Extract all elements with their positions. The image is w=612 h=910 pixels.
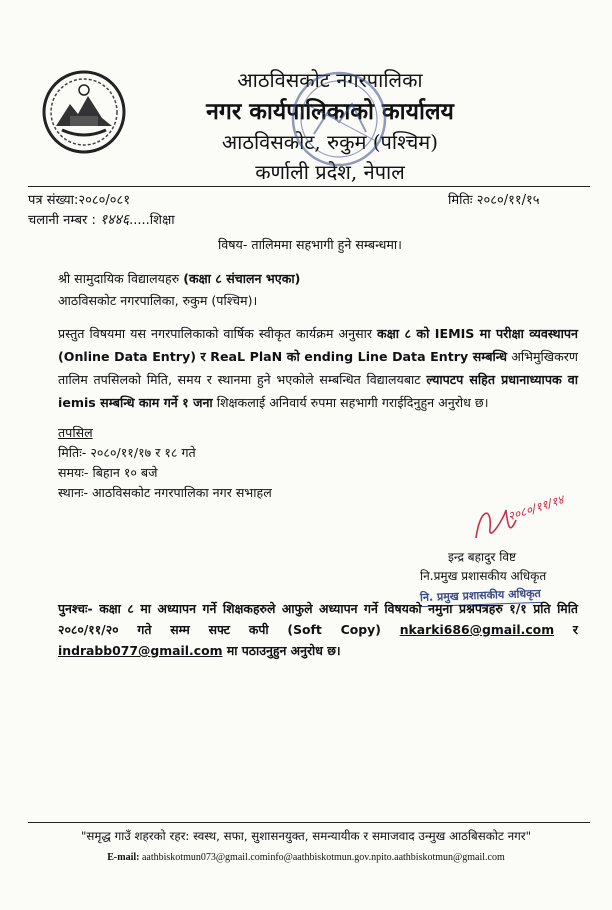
date-label: मितिः xyxy=(448,193,473,208)
postscript-text-1: पुनश्चः- कक्षा ८ मा अध्यापन गर्ने शिक्षकहरुले आफुले अध्यापन गर्ने विषयको नमुना प्रश्नपत्रहरु १/१ प्रति मिति २०८०/११/२० गते सम्म सफ्ट कपी (Soft Copy) xyxy=(58,601,578,637)
postscript xyxy=(58,598,578,661)
letter-number-label: पत्र संख्या: xyxy=(28,193,79,208)
signatory-title: नि.प्रमुख प्रशासकीय अधिकृत xyxy=(420,569,547,583)
details-time: समयः- बिहान १० बजे xyxy=(58,465,158,480)
recipient-note: (कक्षा ८ संचालन भएका) xyxy=(183,271,301,286)
body-part-1: प्रस्तुत विषयमा यस नगरपालिकाको वार्षिक स्वीकृत कार्यक्रम अनुसार xyxy=(58,326,378,341)
signature-date: २०८०/११/१४ xyxy=(505,492,566,524)
footer-email-label: E-mail: xyxy=(107,852,142,863)
postscript-text-2: र xyxy=(554,622,579,637)
recipient-line-1 xyxy=(58,270,300,287)
footer-email-value[interactable]: aathbiskotmun073@gmail.cominfo@aathbiskotmun.gov.npito.aathbiskotmun@gmail.com xyxy=(141,852,505,863)
dispatch-number xyxy=(28,210,175,229)
subject-line: विषय- तालिममा सहभागी हुने सम्बन्धमा। xyxy=(218,237,402,252)
recipient-schools: श्री सामुदायिक विद्यालयहरु xyxy=(58,271,184,286)
letter-number-value: २०८०/०८१ xyxy=(78,193,131,208)
date-value: २०८०/११/१५ xyxy=(476,193,540,208)
signatory-name: इन्द्र बहादुर विष्ट xyxy=(448,550,517,564)
title-stamp: नि. प्रमुख प्रशासकीय अधिकृत xyxy=(420,586,541,607)
footer-divider xyxy=(28,822,590,823)
recipient-line-2: आठविसकोट नगरपालिका, रुकुम (पश्चिम)। xyxy=(58,293,258,308)
nepal-emblem-icon xyxy=(40,68,128,156)
office-name: नगर कार्यपालिकाको कार्यालय xyxy=(206,98,454,125)
dispatch-section: .....शिक्षा xyxy=(129,213,175,228)
dispatch-label: चलानी नम्बर : xyxy=(28,213,96,228)
details-date: मितिः- २०८०/११/१७ र १८ गते xyxy=(58,445,196,460)
header-divider xyxy=(28,186,590,187)
footer-email xyxy=(0,852,612,863)
letter-number xyxy=(28,190,130,208)
body-part-2: कक्षा ८ को IEMIS मा परीक्षा व्यवस्थापन (Online Data Entry) र ReaL PlaN को ending Line Data Entry सम्बन्धि xyxy=(58,326,579,364)
dispatch-value: १४४६ xyxy=(99,212,130,228)
body-paragraph xyxy=(58,322,578,414)
body-part-5: शिक्षकलाई अनिवार्य रुपमा सहभागी गराईदिनुहुन अनुरोध छ। xyxy=(212,395,489,410)
postscript-email-1[interactable]: nkarki686@gmail.com xyxy=(399,622,555,637)
footer-motto: "समृद्ध गाउँ शहरको रहर: स्वस्थ, सफा, सुशासनयुक्त, समन्यायीक र समाजवाद उन्मुख आठबिसकोट नगर" xyxy=(80,829,532,843)
body-part-3: अभिमुखिकरण तालिम तपसिलको मिति, समय र स्थानमा हुने भएकोले सम्बन्धित विद्यालयबाट xyxy=(58,349,579,387)
org-name: आठविसकोट नगरपालिका xyxy=(237,68,423,92)
address-line: आठविसकोट, रुकुम (पश्चिम) xyxy=(221,130,439,154)
body-part-4: ल्यापटप सहित प्रधानाध्यापक वा iemis सम्बन्धि काम गर्ने १ जना xyxy=(58,372,578,410)
postscript-text-3: मा पठाउनुहुन अनुरोध छ। xyxy=(222,643,341,658)
details-heading: तपसिल xyxy=(58,425,93,440)
letter-date xyxy=(448,190,540,208)
province-line: कर्णाली प्रदेश, नेपाल xyxy=(255,160,405,184)
postscript-email-2[interactable]: indrabb077@gmail.com xyxy=(58,643,223,658)
office-stamp-icon xyxy=(284,64,394,174)
details-place: स्थानः- आठविसकोट नगरपालिका नगर सभाहल xyxy=(58,485,272,500)
